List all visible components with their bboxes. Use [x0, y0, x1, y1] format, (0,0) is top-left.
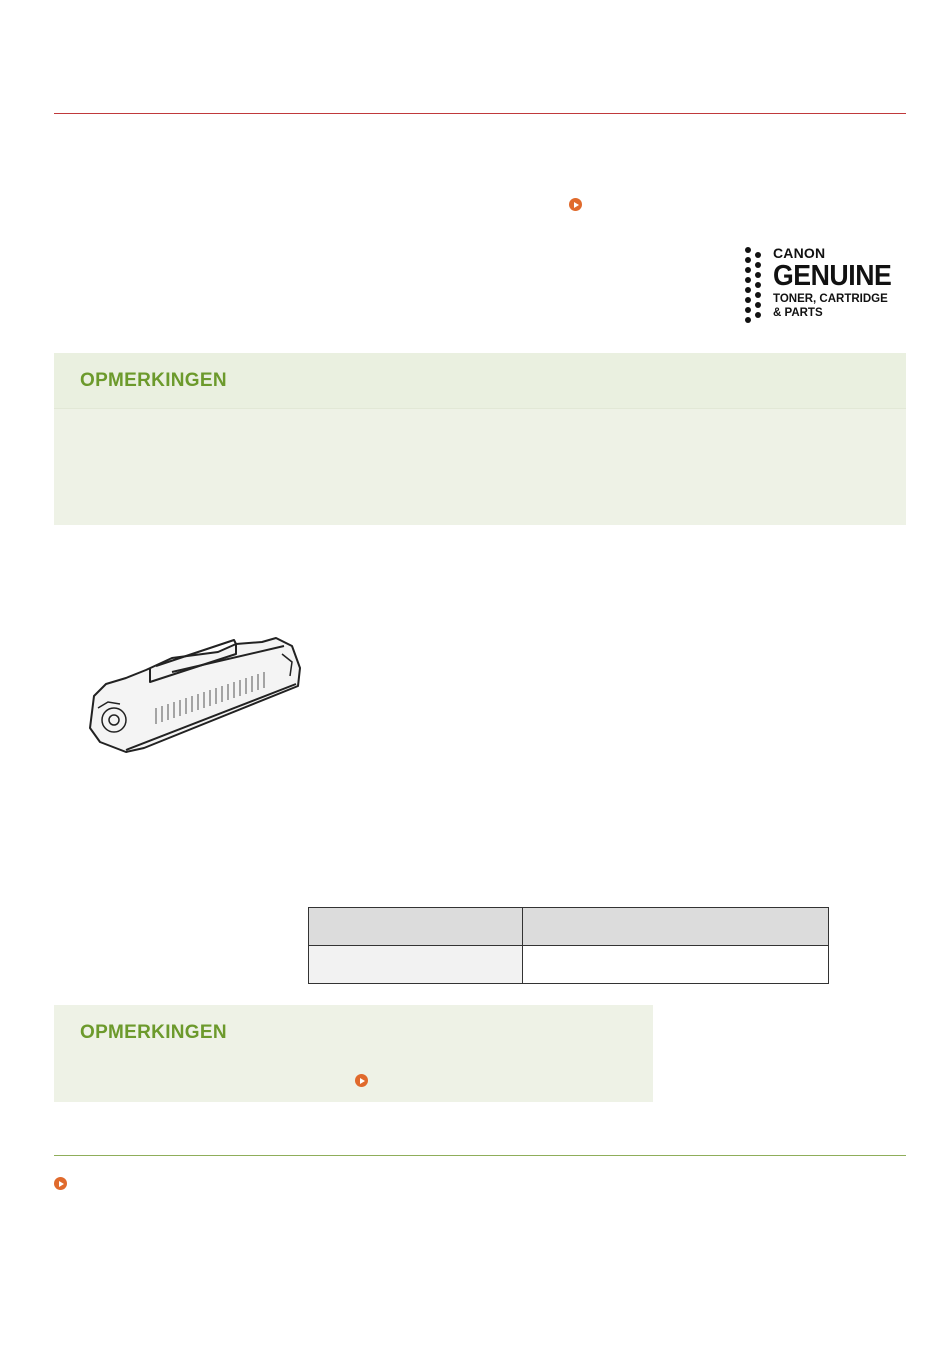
table-row — [309, 946, 829, 984]
link-arrow-icon[interactable] — [569, 198, 582, 211]
table-header-row — [309, 908, 829, 946]
link-arrow-icon[interactable] — [54, 1177, 67, 1190]
link-arrow-icon[interactable] — [355, 1074, 368, 1087]
table-cell-1 — [309, 946, 523, 984]
table-header-cell-2 — [523, 908, 829, 946]
note-title-2: OPMERKINGEN — [80, 1022, 227, 1043]
logo-line-canon: CANON — [773, 245, 826, 261]
table-header-cell-1 — [309, 908, 523, 946]
note-box-1 — [54, 353, 906, 525]
table-cell-2 — [523, 946, 829, 984]
toner-cartridge-illustration — [86, 632, 302, 756]
note-box-2 — [54, 1005, 653, 1102]
logo-line-parts: & PARTS — [773, 307, 823, 319]
header-rule — [54, 113, 906, 114]
canon-genuine-logo — [744, 246, 902, 324]
footer-rule — [54, 1155, 906, 1156]
data-table — [308, 907, 829, 984]
logo-dots-icon — [744, 246, 764, 324]
logo-line-toner: TONER, CARTRIDGE — [773, 293, 888, 305]
logo-line-genuine: GENUINE — [773, 260, 892, 292]
note-title-1: OPMERKINGEN — [80, 370, 227, 391]
